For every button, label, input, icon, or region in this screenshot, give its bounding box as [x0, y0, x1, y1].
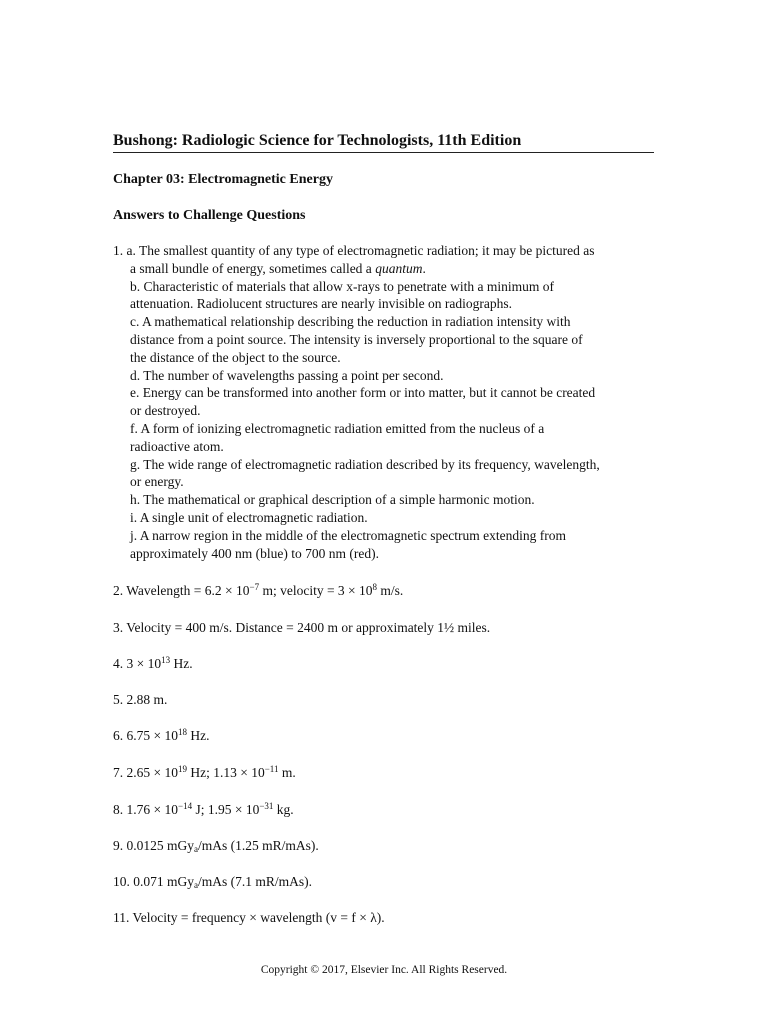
answer-2-text-3: m/s.	[377, 583, 404, 598]
answer-1e-line-2: or destroyed.	[130, 403, 201, 419]
answer-1e-line-1: e. Energy can be transformed into another form or into matter, but it cannot be created	[130, 385, 596, 401]
answer-1f-line-2: radioactive atom.	[130, 438, 224, 454]
answer-3: 3. Velocity = 400 m/s. Distance = 2400 m or approximately 1½ miles.	[113, 620, 491, 635]
answer-4-text-1: 4. 3 × 10	[113, 656, 162, 671]
answer-8-text-2: J; 1.95 × 10	[192, 802, 260, 817]
answer-10-text-1: 10. 0.071 mGy	[113, 874, 194, 889]
answer-2-exponent-2: 8	[372, 582, 378, 592]
answer-11: 11. Velocity = frequency × wavelength (v = f × λ).	[113, 910, 385, 925]
answer-1b-line-2: attenuation. Radiolucent structures are nearly invisible on radiographs.	[130, 296, 513, 312]
answer-9	[113, 837, 319, 855]
answer-8-text-3: kg.	[273, 802, 294, 817]
answer-1a-line-1: 1. a. The smallest quantity of any type of electromagnetic radiation; it may be pictured as	[113, 243, 595, 258]
answer-6	[113, 727, 210, 745]
answer-7-text-1: 7. 2.65 × 10	[113, 765, 178, 780]
answer-4-text-2: Hz.	[170, 656, 193, 671]
answer-1j-line-2: approximately 400 nm (blue) to 700 nm (red).	[130, 545, 379, 561]
answer-1c-line-3: the distance of the object to the source.	[130, 349, 341, 365]
answer-6-text-1: 6. 6.75 × 10	[113, 728, 178, 743]
answer-7-text-2: Hz; 1.13 × 10	[187, 765, 265, 780]
answer-8-text-1: 8. 1.76 × 10	[113, 802, 178, 817]
question-1-answers	[113, 242, 668, 562]
answer-1c-line-2: distance from a point source. The intensity is inversely proportional to the square of	[130, 331, 583, 347]
answer-9-text-1: 9. 0.0125 mGy	[113, 838, 194, 853]
answer-1c-line-1: c. A mathematical relationship describing the reduction in radiation intensity with	[130, 314, 571, 330]
answer-6-exponent-1: 18	[178, 727, 187, 737]
answer-4	[113, 655, 193, 673]
answer-2	[113, 582, 403, 600]
answer-1f-line-1: f. A form of ionizing electromagnetic radiation emitted from the nucleus of a	[130, 420, 545, 436]
document-title: Bushong: Radiologic Science for Technologists, 11th Edition	[113, 131, 654, 153]
answer-2-text-1: 2. Wavelength = 6.2 × 10	[113, 583, 250, 598]
answer-7-text-3: m.	[278, 765, 296, 780]
answer-7	[113, 764, 296, 782]
section-heading: Answers to Challenge Questions	[113, 208, 306, 223]
answer-7-exponent-1: 19	[178, 764, 187, 774]
answer-8	[113, 801, 294, 819]
answer-6-text-2: Hz.	[187, 728, 210, 743]
answer-1a-text: a small bundle of energy, sometimes called a	[130, 260, 376, 276]
answer-1d-line-1: d. The number of wavelengths passing a point per second.	[130, 367, 444, 383]
answer-8-exponent-2: −31	[259, 801, 274, 811]
answer-1b-line-1: b. Characteristic of materials that allow x-rays to penetrate with a minimum of	[130, 278, 554, 294]
answer-9-text-2: /mAs (1.25 mR/mAs).	[198, 838, 319, 853]
answer-1a-italic-term: quantum	[375, 260, 423, 276]
answer-7-exponent-2: −11	[264, 764, 279, 774]
answer-1g-line-1: g. The wide range of electromagnetic radiation described by its frequency, wavelength,	[130, 456, 600, 472]
answer-1j-line-1: j. A narrow region in the middle of the electromagnetic spectrum extending from	[130, 527, 566, 543]
answer-2-text-2: m; velocity = 3 × 10	[259, 583, 373, 598]
copyright-footer: Copyright © 2017, Elsevier Inc. All Rights Reserved.	[260, 964, 508, 976]
answer-5: 5. 2.88 m.	[113, 692, 168, 707]
answer-10-subscript: a	[194, 880, 198, 890]
chapter-heading: Chapter 03: Electromagnetic Energy	[113, 172, 333, 187]
answer-1a-end: .	[422, 260, 426, 276]
answer-2-exponent-1: −7	[249, 582, 260, 592]
answer-10	[113, 873, 312, 891]
answer-1g-line-2: or energy.	[130, 474, 184, 490]
answer-10-text-2: /mAs (7.1 mR/mAs).	[198, 874, 313, 889]
answer-9-subscript: a	[194, 844, 198, 854]
answer-1h-line-1: h. The mathematical or graphical description of a simple harmonic motion.	[130, 492, 535, 508]
answer-4-exponent-1: 13	[161, 655, 171, 665]
answer-1i-line-1: i. A single unit of electromagnetic radiation.	[130, 509, 368, 525]
answer-1a-line-2	[113, 260, 668, 278]
answer-8-exponent-1: −14	[178, 801, 193, 811]
